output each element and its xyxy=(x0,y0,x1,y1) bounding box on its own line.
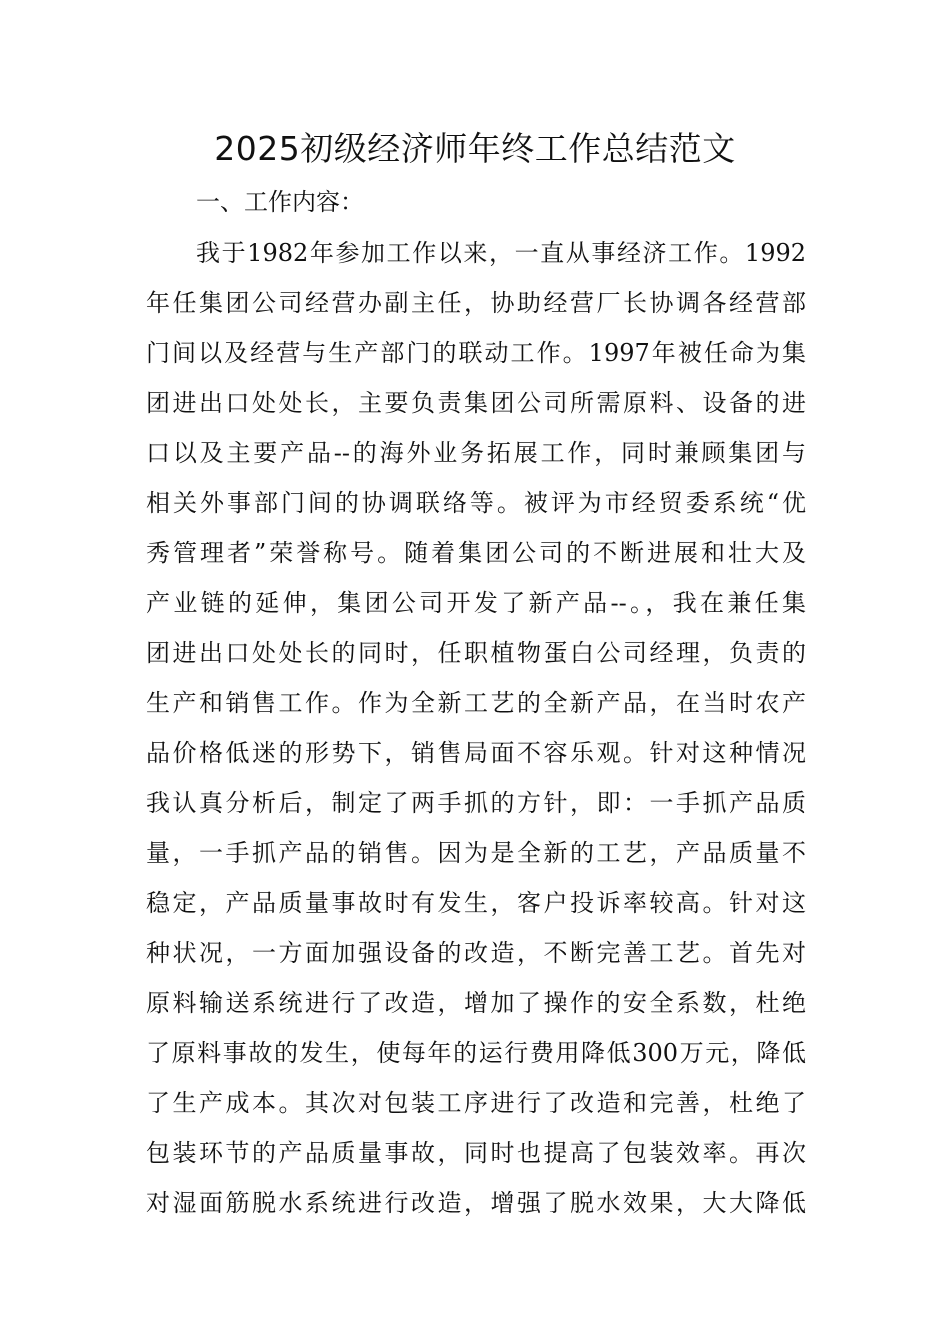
paragraph-line: 我认真分析后，制定了两手抓的方针，即：一手抓产品质 xyxy=(146,789,806,817)
paragraph-line: 种状况，一方面加强设备的改造，不断完善工艺。首先对 xyxy=(146,939,806,967)
paragraph-line: 门间以及经营与生产部门的联动工作。1997年被任命为集 xyxy=(146,339,806,367)
paragraph-line: 量，一手抓产品的销售。因为是全新的工艺，产品质量不 xyxy=(146,839,806,867)
paragraph-line: 品价格低迷的形势下，销售局面不容乐观。针对这种情况 xyxy=(146,739,806,767)
paragraph-line: 产业链的延伸，集团公司开发了新产品--。，我在兼任集 xyxy=(146,589,806,617)
paragraph-line: 生产和销售工作。作为全新工艺的全新产品，在当时农产 xyxy=(146,689,806,717)
paragraph-line: 了生产成本。其次对包装工序进行了改造和完善，杜绝了 xyxy=(146,1089,806,1117)
paragraph-line: 我于1982年参加工作以来，一直从事经济工作。1992 xyxy=(196,239,806,267)
paragraph-line: 秀管理者”荣誉称号。随着集团公司的不断进展和壮大及 xyxy=(146,539,806,567)
paragraph-line: 原料输送系统进行了改造，增加了操作的安全系数，杜绝 xyxy=(146,989,806,1017)
paragraph-line: 团进出口处处长，主要负责集团公司所需原料、设备的进 xyxy=(146,389,806,417)
section-heading: 一、工作内容： xyxy=(196,188,364,216)
paragraph-line: 年任集团公司经营办副主任，协助经营厂长协调各经营部 xyxy=(146,289,806,317)
paragraph-line: 口以及主要产品--的海外业务拓展工作，同时兼顾集团与 xyxy=(146,439,806,467)
paragraph-line: 包装环节的产品质量事故，同时也提高了包装效率。再次 xyxy=(146,1139,806,1167)
paragraph-line: 稳定，产品质量事故时有发生，客户投诉率较高。针对这 xyxy=(146,889,806,917)
paragraph-line: 对湿面筋脱水系统进行改造，增强了脱水效果，大大降低 xyxy=(146,1189,806,1217)
paragraph-line: 相关外事部门间的协调联络等。被评为市经贸委系统“优 xyxy=(146,489,806,517)
paragraph-line: 了原料事故的发生，使每年的运行费用降低300万元，降低 xyxy=(146,1039,806,1067)
paragraph-line: 团进出口处处长的同时，任职植物蛋白公司经理，负责的 xyxy=(146,639,806,667)
document-title: 2025初级经济师年终工作总结范文 xyxy=(214,129,736,168)
